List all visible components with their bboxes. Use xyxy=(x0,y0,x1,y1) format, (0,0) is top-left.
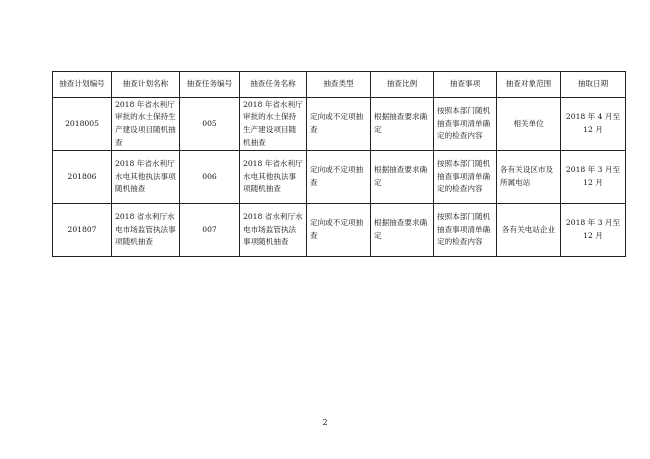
cell-inspection-ratio: 根据抽查要求确定 xyxy=(371,98,434,151)
cell-inspection-items: 按照本部门随机抽查事项清单确定的检查内容 xyxy=(434,98,497,151)
cell-plan-number: 201807 xyxy=(53,204,112,257)
header-inspection-scope: 抽查对象范围 xyxy=(497,72,561,98)
cell-plan-name: 2018 省水利厅水电市场监管执法事项随机抽查 xyxy=(112,204,180,257)
header-task-name: 抽查任务名称 xyxy=(240,72,307,98)
cell-plan-number: 201806 xyxy=(53,151,112,204)
cell-task-name: 2018 年省水利厅审批的水土保持生产建设项目随机抽查 xyxy=(240,98,307,151)
cell-inspection-items: 按照本部门随机抽查事项清单确定的检查内容 xyxy=(434,204,497,257)
header-inspection-ratio: 抽查比例 xyxy=(371,72,434,98)
page-number: 2 xyxy=(322,418,328,427)
cell-task-number: 005 xyxy=(180,98,240,151)
cell-inspection-scope: 各有关设区市及所属电站 xyxy=(497,151,561,204)
header-inspection-type: 抽查类型 xyxy=(307,72,371,98)
inspection-plan-table xyxy=(52,71,626,257)
table-row xyxy=(53,151,626,204)
cell-inspection-items: 按照本部门随机抽查事项清单确定的检查内容 xyxy=(434,151,497,204)
cell-inspection-ratio: 根据抽查要求确定 xyxy=(371,204,434,257)
header-extraction-date: 抽取日期 xyxy=(561,72,626,98)
cell-inspection-scope: 相关单位 xyxy=(497,98,561,151)
cell-inspection-scope: 各有关电站企业 xyxy=(497,204,561,257)
cell-plan-number: 2018005 xyxy=(53,98,112,151)
header-task-number: 抽查任务编号 xyxy=(180,72,240,98)
cell-extraction-date: 2018 年 3 月至 12 月 xyxy=(561,204,626,257)
header-plan-name: 抽查计划名称 xyxy=(112,72,180,98)
table-header-row xyxy=(53,72,626,98)
cell-inspection-type: 定向或不定项抽查 xyxy=(307,98,371,151)
cell-extraction-date: 2018 年 4 月至 12 月 xyxy=(561,98,626,151)
cell-inspection-ratio: 根据抽查要求确定 xyxy=(371,151,434,204)
cell-task-name: 2018 省水利厅水电市场监管执法事项随机抽查 xyxy=(240,204,307,257)
cell-task-number: 006 xyxy=(180,151,240,204)
table-row xyxy=(53,98,626,151)
cell-extraction-date: 2018 年 3 月至 12 月 xyxy=(561,151,626,204)
cell-task-number: 007 xyxy=(180,204,240,257)
table-row xyxy=(53,204,626,257)
cell-plan-name: 2018 年省水利厅审批的水土保持生产建设项目随机抽查 xyxy=(112,98,180,151)
cell-plan-name: 2018 年省水利厅水电其他执法事项随机抽查 xyxy=(112,151,180,204)
cell-inspection-type: 定向或不定项抽查 xyxy=(307,204,371,257)
header-inspection-items: 抽查事项 xyxy=(434,72,497,98)
cell-inspection-type: 定向或不定项抽查 xyxy=(307,151,371,204)
header-plan-number: 抽查计划编号 xyxy=(53,72,112,98)
cell-task-name: 2018 年省水利厅水电其他执法事项随机抽查 xyxy=(240,151,307,204)
